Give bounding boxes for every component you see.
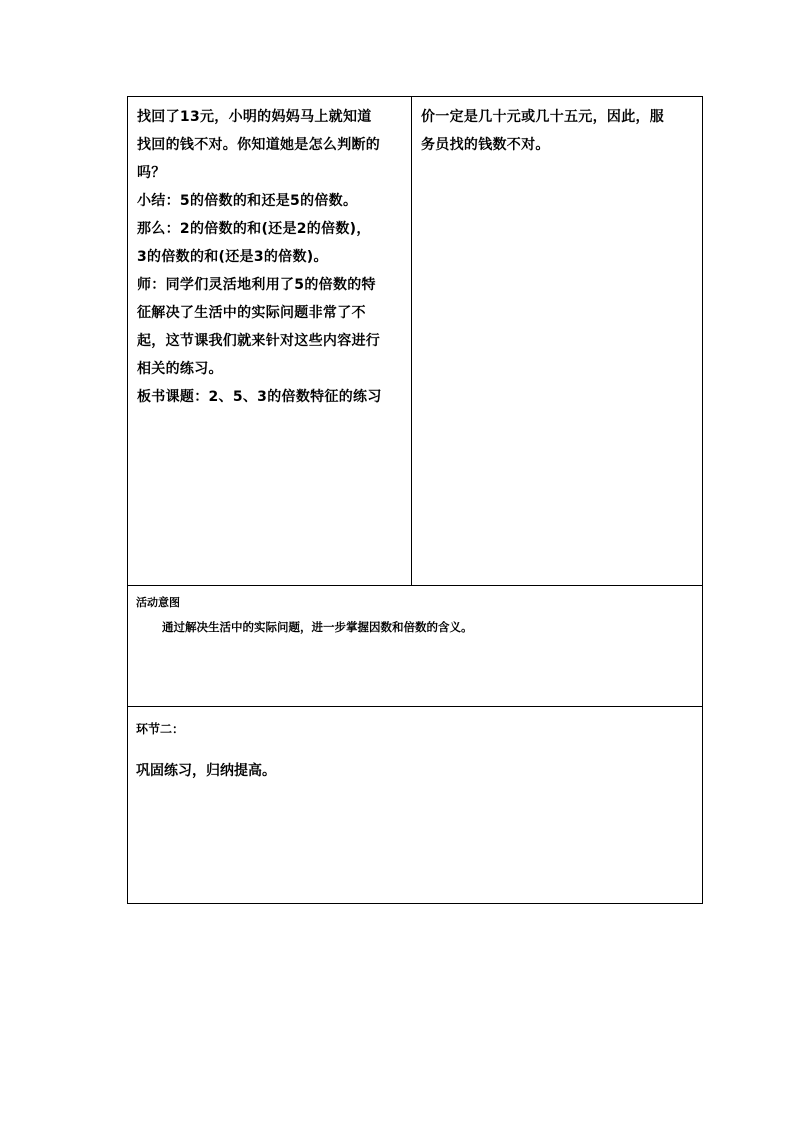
teaching-process-row xyxy=(128,97,702,586)
student-activity-cell xyxy=(412,97,702,586)
summary-line: 那么：2的倍数的和(还是2的倍数)， xyxy=(137,221,371,237)
teacher-activity-cell xyxy=(128,97,412,586)
summary-line: 3的倍数的和(还是3的倍数)。 xyxy=(137,249,328,265)
teacher-line: 征解决了生活中的实际问题非常了不 xyxy=(137,305,366,321)
student-line: 务员找的钱数不对。 xyxy=(421,137,550,153)
step-label: 环节二： xyxy=(136,722,185,736)
step-title: 巩固练习，归纳提高。 xyxy=(136,763,276,779)
teacher-line: 找回的钱不对。你知道她是怎么判断的 xyxy=(137,137,381,153)
teacher-line: 师：同学们灵活地利用了5的倍数的特 xyxy=(137,277,376,293)
activity-intent-text: 通过解决生活中的实际问题，进一步掌握因数和倍数的含义。 xyxy=(162,620,473,634)
activity-intent-row xyxy=(128,586,702,707)
teacher-line: 吗？ xyxy=(137,165,166,181)
summary-line: 小结：5的倍数的和还是5的倍数。 xyxy=(137,193,358,209)
step-two-row xyxy=(128,707,702,903)
teacher-line: 相关的练习。 xyxy=(137,361,223,377)
teacher-line: 起，这节课我们就来针对这些内容进行 xyxy=(137,333,381,349)
student-line: 价一定是几十元或几十五元，因此，服 xyxy=(421,109,665,125)
activity-intent-label: 活动意图 xyxy=(136,596,180,609)
teacher-line: 找回了13元，小明的妈妈马上就知道 xyxy=(137,109,372,125)
lesson-plan-table xyxy=(127,96,703,904)
board-title-line: 板书课题：2、5、3的倍数特征的练习 xyxy=(137,389,382,405)
